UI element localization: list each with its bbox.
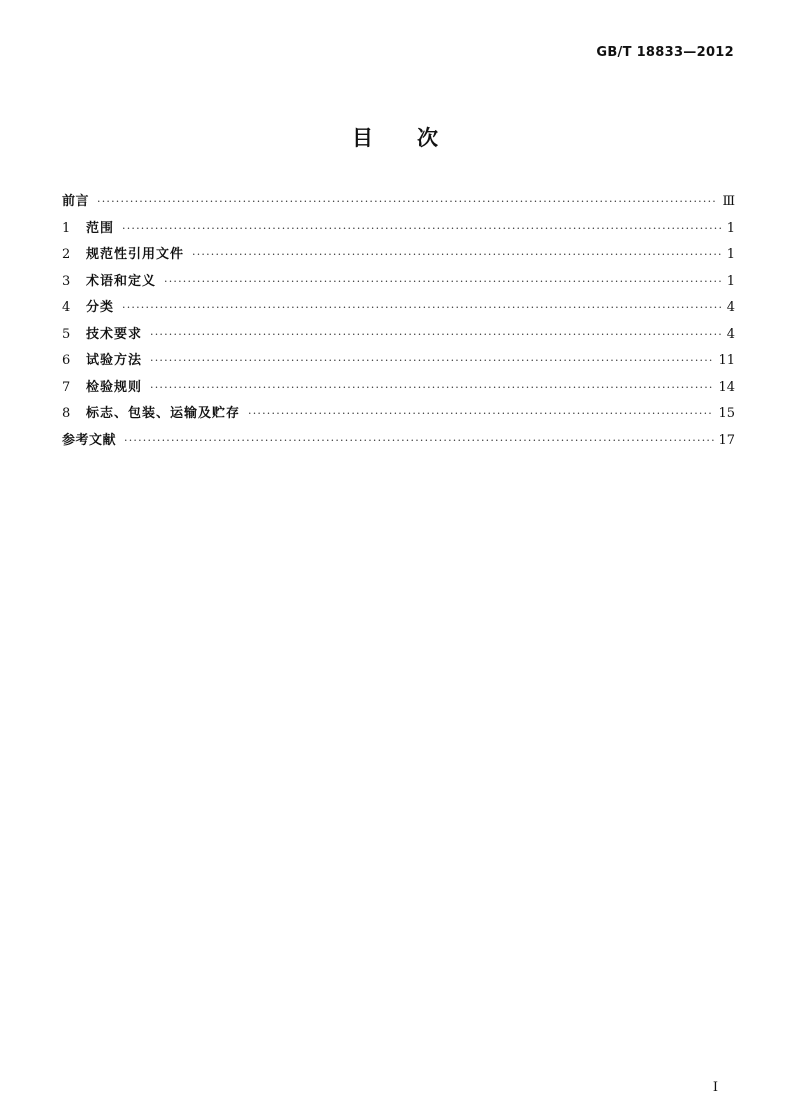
toc-entry-scope[interactable] xyxy=(62,217,735,244)
toc-entry-label: 试验方法 xyxy=(86,353,143,368)
toc-entry-page: 4 xyxy=(726,326,735,342)
toc-entry-page: 4 xyxy=(726,300,735,315)
toc-leader-dots xyxy=(122,222,721,235)
toc-title-first-char: 目 xyxy=(352,126,373,150)
toc-entry-number: 1 xyxy=(62,220,71,236)
toc-entry-label: 前言 xyxy=(62,194,90,209)
toc-entry-page: 17 xyxy=(718,432,735,448)
toc-entry-page: 1 xyxy=(726,247,735,262)
toc-leader-dots xyxy=(164,275,721,288)
toc-entry-number: 7 xyxy=(62,379,71,395)
page-number: I xyxy=(712,1080,718,1095)
toc-title-second-char: 次 xyxy=(417,126,438,150)
toc-leader-dots xyxy=(122,301,721,314)
toc-entry-normative-references[interactable] xyxy=(62,243,735,270)
toc-leader-dots xyxy=(150,354,714,367)
toc-list xyxy=(62,190,735,455)
toc-leader-dots xyxy=(97,195,718,208)
toc-title xyxy=(0,122,790,152)
toc-entry-number: 4 xyxy=(62,300,71,315)
toc-entry-label: 检验规则 xyxy=(86,379,143,395)
toc-entry-inspection-rules[interactable] xyxy=(62,376,735,403)
toc-entry-page: 1 xyxy=(726,273,735,289)
toc-entry-page: 14 xyxy=(718,379,735,395)
toc-entry-number: 3 xyxy=(62,273,71,289)
toc-entry-page: 11 xyxy=(718,353,735,368)
toc-entry-label: 标志、包装、运输及贮存 xyxy=(86,406,241,421)
toc-entry-bibliography[interactable] xyxy=(62,429,735,456)
toc-entry-technical-requirements[interactable] xyxy=(62,323,735,350)
toc-entry-page: 1 xyxy=(726,220,735,236)
toc-leader-dots xyxy=(124,434,714,447)
toc-entry-number: 6 xyxy=(62,353,71,368)
toc-leader-dots xyxy=(248,407,714,420)
toc-entry-marking-packaging[interactable] xyxy=(62,402,735,429)
toc-entry-number: 8 xyxy=(62,406,71,421)
standard-code: GB/T 18833—2012 xyxy=(596,45,734,60)
toc-entry-page: Ⅲ xyxy=(722,194,735,209)
toc-leader-dots xyxy=(150,381,714,394)
toc-entry-test-methods[interactable] xyxy=(62,349,735,376)
toc-entry-foreword[interactable] xyxy=(62,190,735,217)
toc-entry-label: 术语和定义 xyxy=(86,273,157,289)
toc-entry-label: 规范性引用文件 xyxy=(86,247,185,262)
toc-leader-dots xyxy=(192,248,721,261)
toc-entry-terms-definitions[interactable] xyxy=(62,270,735,297)
toc-entry-classification[interactable] xyxy=(62,296,735,323)
toc-entry-label: 分类 xyxy=(86,300,115,315)
toc-entry-label: 技术要求 xyxy=(86,326,143,342)
toc-entry-number: 5 xyxy=(62,326,71,342)
toc-entry-label: 范围 xyxy=(86,220,115,236)
toc-entry-page: 15 xyxy=(718,406,735,421)
toc-leader-dots xyxy=(150,328,721,341)
toc-entry-number: 2 xyxy=(62,247,71,262)
toc-entry-label: 参考文献 xyxy=(62,432,117,448)
